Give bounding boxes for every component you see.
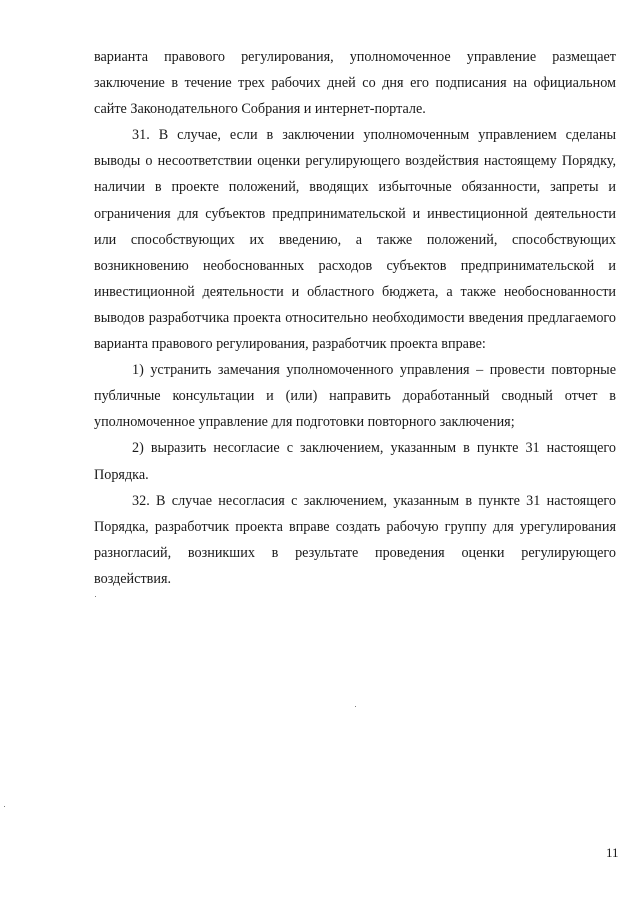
scan-speck — [4, 806, 5, 807]
paragraph-32: 32. В случае несогласия с заключением, указанным в пункте 31 настоящего Порядка, разработчик проекта вправе создать рабочую группу для урегулирования разногласий, возникших в результате проведения оценки регулирующего воздействия. — [94, 492, 616, 587]
scan-speck — [355, 706, 356, 707]
paragraph-continuation: варианта правового регулирования, уполномоченное управление размещает заключение в течение трех рабочих дней со дня его подписания на официальном сайте Законодательного Собрания и интернет-портале. — [94, 49, 616, 118]
paragraph-31-item-2: 2) выразить несогласие с заключением, указанным в пункте 31 настоящего Порядка. — [94, 440, 616, 483]
paragraph-31: 31. В случае, если в заключении уполномоченным управлением сделаны выводы о несоответствии оценки регулирующего воздействия настоящему Порядку, наличии в проекте положений, вводящих избыточные обязанности, запреты и ограничения для субъектов предпринимательской и инвестиционной деятельности или способствующих их введению, а также положений, способствующих возникновению необоснованных расходов субъектов предпринимательской и инвестиционной деятельности и областного бюджета, а также необоснованности выводов разработчика проекта относительно необходимости введения предлагаемого варианта правового регулирования, разработчик проекта вправе: — [94, 127, 616, 353]
page-number: 11 — [606, 845, 619, 860]
scan-speck — [95, 596, 96, 597]
paragraph-31-item-1: 1) устранить замечания уполномоченного управления – провести повторные публичные консультации и (или) направить доработанный сводный отчет в уполномоченное управление для подготовки повторного заключения; — [94, 362, 616, 431]
document-body — [94, 44, 616, 592]
